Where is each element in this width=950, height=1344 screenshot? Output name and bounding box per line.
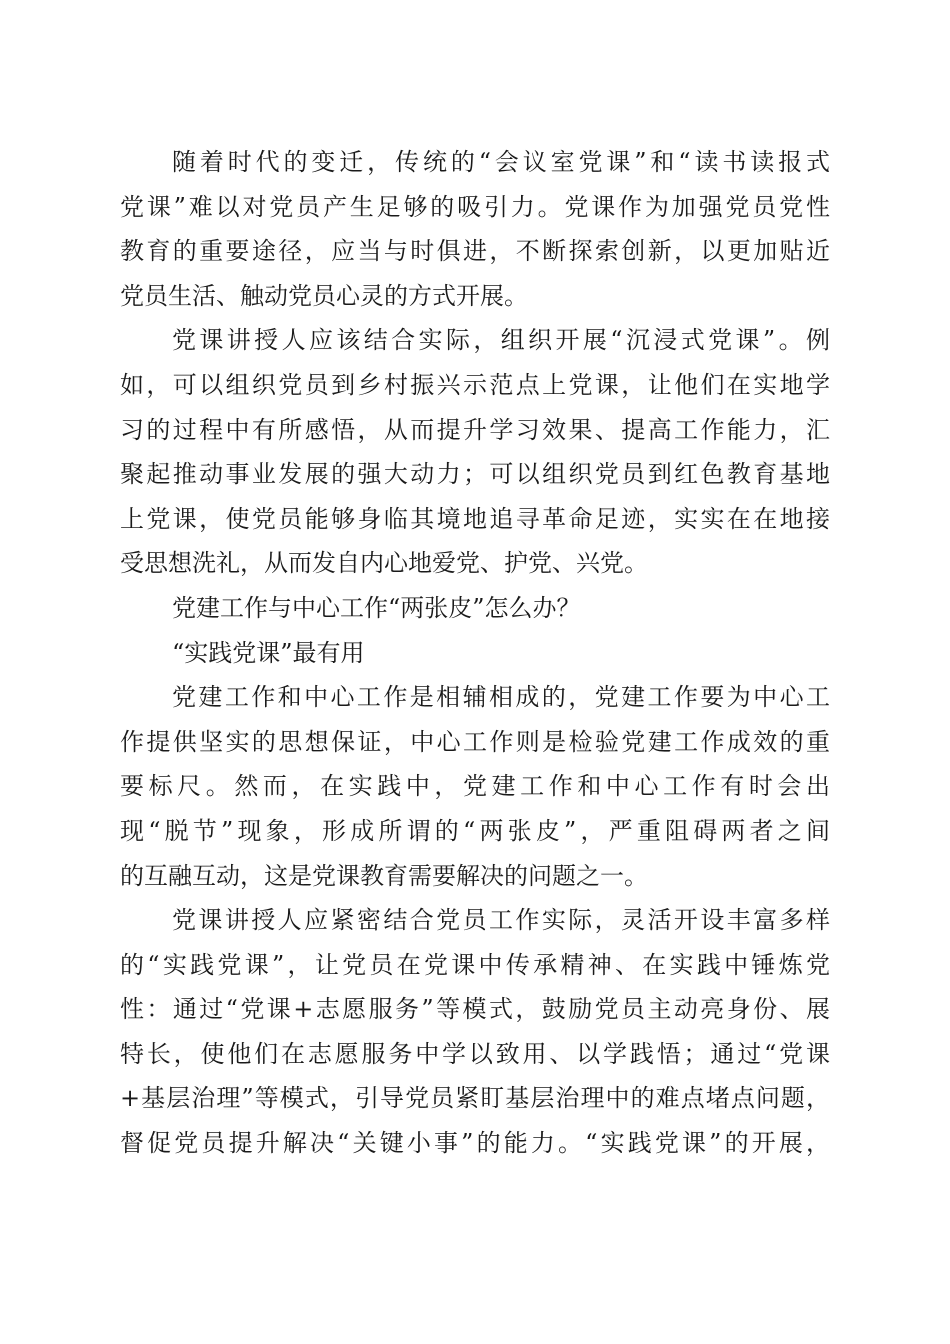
text-line: +基层治理”等模式，引导党员紧盯基层治理中的难点堵点问题，: [120, 1084, 830, 1113]
heading-line: “实践党课”最有用: [172, 638, 365, 667]
text-line: 党课”难以对党员产生足够的吸引力。党课作为加强党员党性: [120, 192, 830, 221]
text-line: 性：通过“党课+志愿服务”等模式，鼓励党员主动亮身份、展: [120, 995, 830, 1024]
document-body: [120, 140, 830, 1166]
text-line: 特长，使他们在志愿服务中学以致用、以学践悟；通过“党课: [120, 1039, 830, 1068]
text-line: 党课讲授人应该结合实际，组织开展“沉浸式党课”。例: [172, 326, 830, 355]
text-line: 党员生活、触动党员心灵的方式开展。: [120, 281, 528, 310]
text-line: 现“脱节”现象，形成所谓的“两张皮”，严重阻碍两者之间: [120, 816, 830, 845]
heading-line: 党建工作与中心工作“两张皮”怎么办？: [172, 593, 581, 622]
text-line: 聚起推动事业发展的强大动力；可以组织党员到红色教育基地: [120, 460, 830, 489]
text-line: 上党课，使党员能够身临其境地追寻革命足迹，实实在在地接: [120, 504, 830, 533]
text-line: 教育的重要途径，应当与时俱进，不断探索创新，以更加贴近: [120, 237, 830, 266]
text-line: 受思想洗礼，从而发自内心地爱党、护党、兴党。: [120, 549, 648, 578]
text-line: 党建工作和中心工作是相辅相成的，党建工作要为中心工: [172, 683, 830, 712]
text-line: 的互融互动，这是党课教育需要解决的问题之一。: [120, 861, 648, 890]
text-line: 作提供坚实的思想保证，中心工作则是检验党建工作成效的重: [120, 727, 830, 756]
text-line: 如，可以组织党员到乡村振兴示范点上党课，让他们在实地学: [120, 370, 830, 399]
text-line: 随着时代的变迁，传统的“会议室党课”和“读书读报式: [172, 148, 830, 176]
text-line: 习的过程中有所感悟，从而提升学习效果、提高工作能力，汇: [120, 415, 830, 444]
text-line: 党课讲授人应紧密结合党员工作实际，灵活开设丰富多样: [172, 906, 830, 935]
text-line: 督促党员提升解决“关键小事”的能力。“实践党课”的开展，: [120, 1129, 830, 1158]
text-line: 要标尺。然而，在实践中，党建工作和中心工作有时会出: [120, 772, 830, 801]
text-line: 的“实践党课”，让党员在党课中传承精神、在实践中锤炼党: [120, 950, 830, 979]
